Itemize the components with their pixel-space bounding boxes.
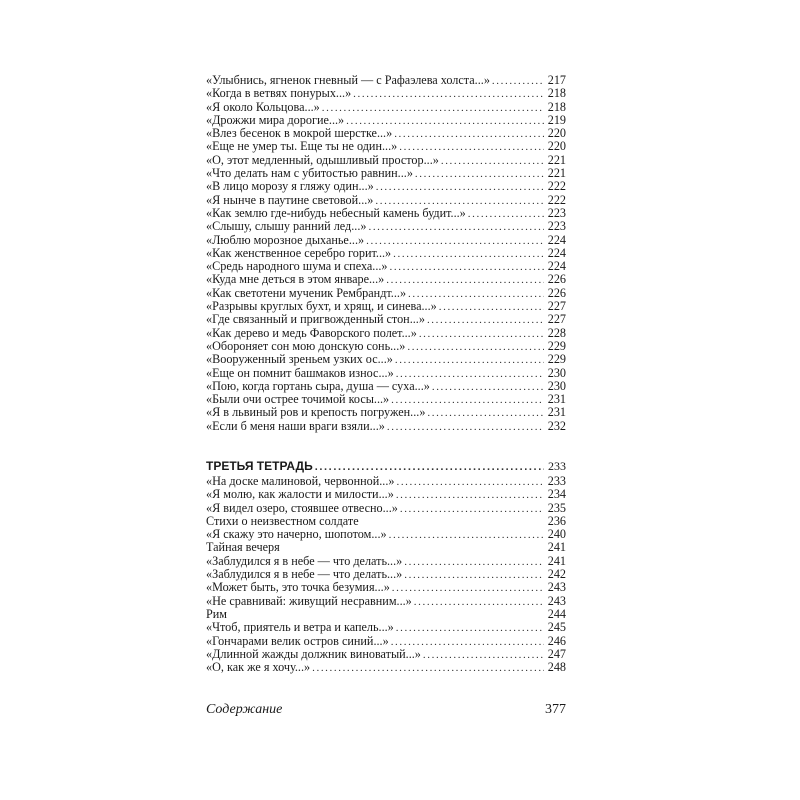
- toc-entry: [206, 661, 566, 674]
- toc-entry-page: 222: [547, 179, 566, 194]
- leader-dots: [312, 662, 544, 675]
- toc-entry: [206, 648, 566, 661]
- toc-entry-title: «Где связанный и пригвожденный стон...»: [206, 312, 425, 327]
- toc-entry: [206, 353, 566, 366]
- toc-entry: [206, 475, 566, 488]
- leader-dots: [441, 155, 544, 168]
- toc-entry: [206, 140, 566, 153]
- toc-entry: [206, 87, 566, 100]
- leader-dots: [322, 102, 544, 115]
- leader-dots: [395, 354, 544, 367]
- page-footer: [206, 702, 566, 718]
- leader-dots: [419, 328, 544, 341]
- leader-dots: [394, 128, 544, 141]
- toc-entry-title: «Как женственное серебро горит...»: [206, 245, 392, 260]
- toc-entry-page: 223: [547, 205, 566, 220]
- leader-dots: [407, 341, 544, 354]
- toc-entry: [206, 621, 566, 634]
- toc-entry: [206, 380, 566, 393]
- toc-entry-page: 223: [547, 219, 566, 234]
- toc-entry: [206, 635, 566, 648]
- toc-entry-title: «Разрывы круглых бухт, и хрящ, и синева...»: [206, 299, 437, 314]
- toc-entry-title: «Не сравнивай: живущий несравним...»: [206, 593, 412, 608]
- leader-dots: [368, 221, 544, 234]
- toc-entry-page: 232: [547, 418, 566, 433]
- toc-entry-title: «Я видел озеро, стоявшее отвесно...»: [206, 500, 398, 515]
- toc-entry-title: Стихи о неизвестном солдате: [206, 513, 359, 528]
- toc-entry-title: «Улыбнись, ягненок гневный — с Рафаэлева холста...»: [206, 73, 490, 87]
- toc-entry-page: 235: [547, 500, 566, 515]
- section-heading: [206, 460, 566, 474]
- toc-entry-title: «Пою, когда гортань сыра, душа — суха...»: [206, 378, 430, 393]
- leader-dots: [404, 556, 544, 569]
- leader-dots: [390, 261, 544, 274]
- toc-entry: [206, 502, 566, 515]
- toc-entry-title: «Когда в ветвях понурых...»: [206, 86, 352, 101]
- toc-entry: [206, 595, 566, 608]
- leader-dots: [366, 235, 544, 248]
- toc-entry-page: 243: [547, 580, 566, 595]
- toc-entry-page: 227: [547, 299, 566, 314]
- toc-entry-title: «Я около Кольцова...»: [206, 99, 320, 114]
- toc-entry-title: «О, этот медленный, одышливый простор...»: [206, 152, 439, 167]
- toc-entry-title: «Обороняет сон мою донскую сонь...»: [206, 338, 406, 353]
- toc-entry-title: «Средь народного шума и спеха...»: [206, 259, 388, 274]
- toc-entry: [206, 420, 566, 433]
- toc-entry-title: «Я в львиный ров и крепость погружен...»: [206, 405, 426, 420]
- toc-entry-page: 243: [547, 593, 566, 608]
- toc-entry-title: «Дрожжи мира дорогие...»: [206, 112, 345, 127]
- leader-dots: [439, 301, 544, 314]
- toc-entry-page: 226: [547, 285, 566, 300]
- toc-entry-page: 218: [547, 86, 566, 101]
- toc-entry: [206, 234, 566, 247]
- toc-entry-page: 228: [547, 325, 566, 340]
- toc-entry-title: «Люблю морозное дыханье...»: [206, 232, 365, 247]
- toc-entry-page: 224: [547, 232, 566, 247]
- leader-dots: [386, 274, 544, 287]
- toc-entry-title: «Что делать нам с убитостью равнин...»: [206, 166, 413, 181]
- toc-entry: [206, 247, 566, 260]
- toc-entry-title: «На доске малиновой, червонной...»: [206, 474, 395, 488]
- leader-dots: [396, 622, 544, 635]
- toc-entry-title: «Я скажу это начерно, шопотом...»: [206, 527, 387, 542]
- leader-dots: [387, 421, 544, 434]
- toc-entry-page: 240: [547, 527, 566, 542]
- leader-dots: [404, 569, 544, 582]
- leader-dots: [396, 476, 544, 489]
- toc-entry: [206, 313, 566, 326]
- toc-entry-page: 220: [547, 126, 566, 141]
- toc-entry-page: 220: [547, 139, 566, 154]
- toc-entry-page: 244: [547, 606, 566, 621]
- leader-dots: [423, 649, 544, 662]
- toc-entry-title: «О, как же я хочу...»: [206, 660, 311, 675]
- toc-entry-page: 226: [547, 272, 566, 287]
- toc-entry: [206, 327, 566, 340]
- toc-entry-page: 227: [547, 312, 566, 327]
- leader-dots: [400, 503, 544, 516]
- toc-entry-title: «Гончарами велик остров синий...»: [206, 633, 389, 648]
- toc-entry-title: «Были очи острее точимой косы...»: [206, 392, 390, 407]
- toc-entry-page: 222: [547, 192, 566, 207]
- leader-dots: [315, 461, 544, 474]
- toc-entry: [206, 555, 566, 568]
- toc-entry: [206, 528, 566, 541]
- toc-entry: [206, 393, 566, 406]
- toc-entry: [206, 541, 566, 554]
- toc-entry-page: 224: [547, 259, 566, 274]
- toc-entry-page: 241: [547, 553, 566, 568]
- leader-dots: [392, 582, 544, 595]
- toc-entry-page: 221: [547, 152, 566, 167]
- toc-entry: [206, 488, 566, 501]
- leader-dots: [396, 489, 544, 502]
- toc-entry-page: 245: [547, 620, 566, 635]
- toc-entry-page: 217: [547, 73, 566, 87]
- toc-entry: [206, 367, 566, 380]
- leader-dots: [427, 407, 544, 420]
- toc-entry: [206, 207, 566, 220]
- toc-entry-title: «Может быть, это точка безумия...»: [206, 580, 390, 595]
- toc-entry: [206, 300, 566, 313]
- toc-entry-page: 230: [547, 365, 566, 380]
- section-page: 233: [548, 459, 566, 473]
- leader-dots: [353, 88, 544, 101]
- toc-entry-title: «Я нынче в паутине световой...»: [206, 192, 374, 207]
- toc-entry-title: «Заблудился я в небе — что делать...»: [206, 553, 403, 568]
- toc-entry-title: Тайная вечеря: [206, 540, 280, 555]
- toc-entry-title: «Как дерево и медь Фаворского полет...»: [206, 325, 417, 340]
- toc-entry-page: 234: [547, 487, 566, 502]
- toc-entry: [206, 101, 566, 114]
- toc-entry: [206, 568, 566, 581]
- toc-entry-page: 241: [547, 540, 566, 555]
- toc-entry-title: «Еще не умер ты. Еще ты не один...»: [206, 139, 398, 154]
- toc-entry-title: «Вооруженный зреньем узких ос...»: [206, 352, 393, 367]
- toc-entry-page: 233: [547, 474, 566, 488]
- page-number: 377: [545, 702, 566, 717]
- toc-entry-page: 219: [547, 112, 566, 127]
- toc-entry: [206, 154, 566, 167]
- toc-entry-title: «Длинной жажды должник виноватый...»: [206, 646, 421, 661]
- toc-entry-page: 229: [547, 338, 566, 353]
- toc-entry: [206, 608, 566, 621]
- footer-label: Содержание: [206, 702, 283, 717]
- toc-entry-title: «Если б меня наши враги взяли...»: [206, 418, 385, 433]
- toc-entry-title: «Заблудился я в небе — что делать...»: [206, 567, 403, 582]
- toc-entry-page: 231: [547, 405, 566, 420]
- leader-dots: [414, 596, 544, 609]
- toc-entry: [206, 220, 566, 233]
- toc-entry-page: 236: [547, 513, 566, 528]
- toc-entry-page: 246: [547, 633, 566, 648]
- toc-entry: [206, 167, 566, 180]
- leader-dots: [393, 248, 544, 261]
- toc-entry: [206, 180, 566, 193]
- leader-dots: [432, 381, 544, 394]
- leader-dots: [376, 181, 544, 194]
- toc-entry-title: «Влез бесенок в мокрой шерстке...»: [206, 126, 393, 141]
- section-title: ТРЕТЬЯ ТЕТРАДЬ: [206, 459, 313, 473]
- leader-dots: [415, 168, 544, 181]
- toc-entry: [206, 340, 566, 353]
- toc-entry-page: 218: [547, 99, 566, 114]
- leader-dots: [389, 529, 544, 542]
- toc-entry: [206, 273, 566, 286]
- toc-entry: [206, 194, 566, 207]
- toc-entry-title: Рим: [206, 606, 228, 621]
- toc-entry-page: 242: [547, 567, 566, 582]
- toc-entry-page: 248: [547, 660, 566, 675]
- toc-list-part2: [206, 460, 566, 674]
- toc-entry-title: «Я молю, как жалости и милости...»: [206, 487, 394, 502]
- toc-entry: [206, 114, 566, 127]
- toc-entry-page: 229: [547, 352, 566, 367]
- toc-entry-title: «Еще он помнит башмаков износ...»: [206, 365, 394, 380]
- toc-list-part1: [206, 74, 566, 433]
- leader-dots: [468, 208, 544, 221]
- toc-entry-page: 230: [547, 378, 566, 393]
- leader-dots: [492, 75, 544, 88]
- toc-entry-title: «Слышу, слышу ранний лед...»: [206, 219, 367, 234]
- toc-entry-title: «Как землю где-нибудь небесный камень будит...»: [206, 205, 466, 220]
- toc-entry: [206, 515, 566, 528]
- toc-entry-page: 231: [547, 392, 566, 407]
- toc-entry: [206, 287, 566, 300]
- toc-entry: [206, 74, 566, 87]
- toc-entry-page: 224: [547, 245, 566, 260]
- toc-entry-page: 221: [547, 166, 566, 181]
- toc-entry: [206, 406, 566, 419]
- toc-entry: [206, 127, 566, 140]
- toc-entry: [206, 581, 566, 594]
- toc-entry-title: «Как светотени мученик Рембрандт...»: [206, 285, 407, 300]
- toc-entry-title: «В лицо морозу я гляжу один...»: [206, 179, 374, 194]
- toc-entry-page: 247: [547, 646, 566, 661]
- leader-dots: [427, 314, 544, 327]
- toc-entry-title: «Чтоб, приятель и ветра и капель...»: [206, 620, 394, 635]
- toc-entry: [206, 260, 566, 273]
- toc-entry-title: «Куда мне деться в этом январе...»: [206, 272, 385, 287]
